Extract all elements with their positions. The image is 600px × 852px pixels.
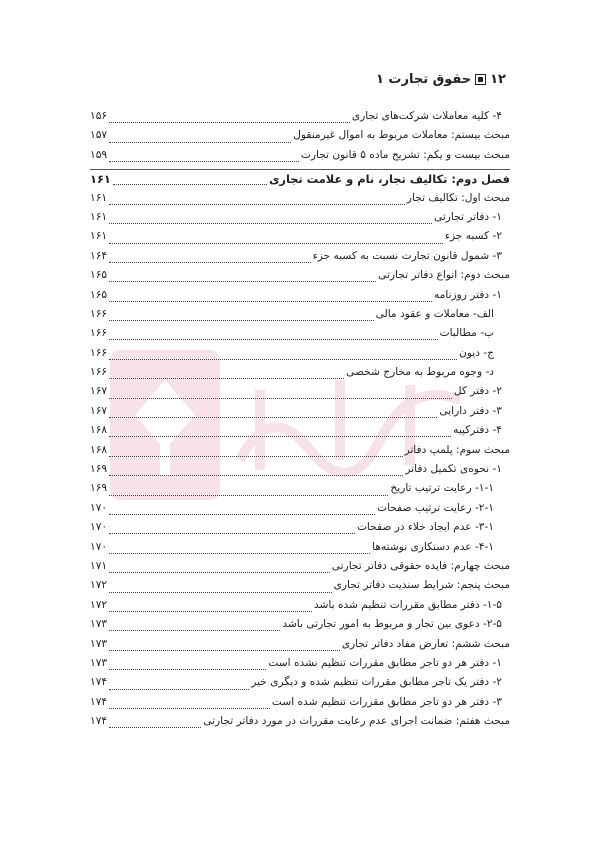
toc-page-number: ۱۷۰ (90, 521, 108, 534)
toc-entry-title: مبحث چهارم: فایده حقوقی دفاتر تجارتی (331, 559, 510, 572)
toc-entry-title: ۲- دفتر کل (453, 385, 502, 398)
square-bullet-icon (475, 74, 486, 85)
toc-entry-title: مبحث اول: تکالیف تجار (406, 191, 510, 204)
toc-page-number: ۱۶۱ (90, 230, 108, 243)
toc-page-number: ۱۷۳ (90, 656, 108, 669)
toc-page-number: ۱۷۴ (90, 676, 108, 689)
toc-entry-title: ۴-۱- عدم دستکاری نوشته‌ها (372, 540, 494, 553)
toc-entry-title: ۳- دفتر هر دو تاجر مطابق مقررات تنظیم شده است (271, 695, 502, 708)
toc-row[interactable] (90, 715, 510, 734)
toc-entry-title: فصل دوم: تکالیف تجار، نام و علامت تجاری (268, 172, 510, 187)
dot-leader (109, 495, 388, 496)
toc-page-number: ۱۵۶ (90, 110, 108, 122)
dot-leader (109, 339, 438, 340)
toc-row[interactable] (90, 347, 510, 366)
toc-row[interactable] (90, 129, 510, 148)
toc-row[interactable] (90, 149, 510, 168)
toc-entry-title: ج- دیون (459, 346, 494, 359)
toc-row[interactable] (90, 502, 510, 521)
dot-leader (109, 398, 452, 399)
dot-leader (109, 650, 340, 651)
toc-entry-title: ۴- کلیه معاملات شرکت‌های تجاری (351, 110, 502, 122)
toc-page-number: ۱۷۳ (90, 618, 108, 631)
dot-leader (109, 243, 443, 244)
dot-leader (109, 592, 331, 593)
toc-row[interactable] (90, 482, 510, 501)
toc-row[interactable] (90, 211, 510, 230)
toc-row[interactable] (90, 521, 510, 540)
chapter-separator (90, 169, 510, 170)
toc-row[interactable] (90, 618, 510, 637)
toc-entry-title: ۲- کسبه جزء (444, 230, 502, 243)
toc-row[interactable] (90, 444, 510, 463)
toc-row[interactable] (90, 405, 510, 424)
toc-entry-title: ب- مطالبات (439, 327, 494, 340)
toc-entry-title: ۱- دفتر هر دو تاجر مطابق مقررات تنظیم نشده است (268, 656, 502, 669)
dot-leader (109, 630, 280, 631)
toc-row[interactable] (90, 676, 510, 695)
toc-entry-title: مبحث دوم: انواع دفاتر تجارتی (378, 269, 510, 282)
toc-entry-title: مبحث پنجم: شرایط سندیت دفاتر تجاری (333, 579, 510, 592)
toc-row[interactable] (90, 638, 510, 657)
toc-page-number: ۱۷۰ (90, 540, 108, 553)
toc-row[interactable] (90, 250, 510, 269)
dot-leader (109, 320, 374, 321)
toc-page-number: ۱۷۴ (90, 715, 108, 728)
toc-chapter-row[interactable] (90, 172, 510, 191)
toc-row[interactable] (90, 269, 510, 288)
dot-leader (109, 475, 403, 476)
toc-entry-title: مبحث هفتم: ضمانت اجرای عدم رعایت مقررات در مورد دفاتر تجارتی (203, 715, 510, 728)
toc-entry-title: ۱- دفتر روزنامه (434, 288, 502, 301)
toc-entry-title: مبحث بیستم: معاملات مربوط به اموال غیرمنقول (293, 129, 510, 142)
dot-leader (109, 223, 432, 224)
toc-page-number: ۱۶۶ (90, 346, 108, 359)
toc-entry-title: د- وجوه مربوط به مخارج شخصی (346, 366, 494, 379)
toc-row[interactable] (90, 560, 510, 579)
dot-leader (109, 359, 457, 360)
toc-page-number: ۱۵۷ (90, 129, 108, 142)
table-of-contents (90, 110, 510, 735)
dot-leader (109, 161, 299, 162)
toc-entry-title: ۳- دفتر دارایی (439, 404, 502, 417)
toc-page-number: ۱۶۸ (90, 424, 108, 437)
book-title: حقوق تجارت ۱ (375, 72, 472, 87)
toc-row[interactable] (90, 192, 510, 211)
toc-page-number: ۱۷۳ (90, 637, 108, 650)
toc-page-number: ۱۷۲ (90, 598, 108, 611)
dot-leader (109, 281, 376, 282)
dot-leader (109, 378, 344, 379)
toc-page-number: ۱۶۹ (90, 463, 108, 476)
toc-row[interactable] (90, 366, 510, 385)
toc-entry-title: مبحث سوم: پلمپ دفاتر (404, 443, 510, 456)
dot-leader (113, 184, 267, 185)
dot-leader (109, 436, 451, 437)
toc-entry-title: ۳-۱- عدم ایجاد خلاء در صفحات (356, 521, 494, 534)
dot-leader (109, 417, 437, 418)
toc-page-number: ۱۶۵ (90, 288, 108, 301)
dot-leader (109, 727, 201, 728)
toc-entry-title: ۱-۱- رعایت ترتیب تاریخ (390, 482, 494, 495)
toc-page-number: ۱۶۱ (90, 172, 111, 187)
toc-page-number: ۱۶۴ (90, 249, 108, 262)
toc-page-number: ۱۶۶ (90, 307, 108, 320)
toc-page-number: ۱۶۸ (90, 443, 108, 456)
toc-row[interactable] (90, 541, 510, 560)
dot-leader (109, 669, 266, 670)
toc-entry-title: مبحث بیست و یکم: تشریح ماده ۵ قانون تجارت (300, 148, 510, 161)
toc-page-number: ۱۷۱ (90, 559, 108, 572)
toc-entry-title: ۱-۵- دفتر مطابق مقررات تنظیم شده باشد (313, 598, 502, 611)
toc-page-number: ۱۶۱ (90, 210, 108, 223)
toc-row[interactable] (90, 599, 510, 618)
toc-page-number: ۱۷۴ (90, 695, 108, 708)
page-header (376, 72, 506, 87)
toc-row[interactable] (90, 308, 510, 327)
dot-leader (109, 708, 270, 709)
toc-page-number: ۱۶۶ (90, 327, 108, 340)
toc-row[interactable] (90, 230, 510, 249)
toc-page-number: ۱۶۷ (90, 404, 108, 417)
toc-page-number: ۱۶۱ (90, 191, 108, 204)
toc-row[interactable] (90, 110, 510, 129)
toc-page-number: ۱۶۵ (90, 269, 108, 282)
toc-page-number: ۱۷۰ (90, 501, 108, 514)
toc-row[interactable] (90, 657, 510, 676)
dot-leader (109, 122, 350, 123)
page-number: ۱۲ (490, 72, 506, 87)
toc-page-number: ۱۷۲ (90, 579, 108, 592)
toc-page-number: ۱۵۹ (90, 148, 108, 161)
toc-entry-title: ۱- دفاتر تجارتی (434, 210, 502, 223)
toc-row[interactable] (90, 385, 510, 404)
toc-page-number: ۱۶۹ (90, 482, 108, 495)
dot-leader (109, 553, 370, 554)
dot-leader (109, 301, 432, 302)
dot-leader (109, 204, 405, 205)
dot-leader (109, 611, 312, 612)
toc-entry-title: ۲- دفتر یک تاجر مطابق مقررات تنظیم شده و دیگری خیر (251, 676, 502, 689)
toc-page-number: ۱۶۷ (90, 385, 108, 398)
toc-entry-title: الف- معاملات و عقود مالی (375, 307, 494, 320)
toc-entry-title: ۲-۱- رعایت ترتیب صفحات (377, 501, 494, 514)
toc-row[interactable] (90, 327, 510, 346)
dot-leader (109, 689, 249, 690)
toc-row[interactable] (90, 579, 510, 598)
toc-entry-title: ۲-۵- دعوی بین تجار و مربوط به امور تجارتی باشد (282, 618, 502, 631)
dot-leader (109, 533, 355, 534)
toc-page-number: ۱۶۶ (90, 366, 108, 379)
toc-row[interactable] (90, 696, 510, 715)
toc-entry-title: ۴- دفترکپیه (453, 424, 502, 437)
dot-leader (109, 514, 375, 515)
dot-leader (109, 142, 291, 143)
dot-leader (109, 262, 311, 263)
toc-row[interactable] (90, 424, 510, 443)
toc-entry-title: ۱- نحوه‌ی تکمیل دفاتر (405, 463, 502, 476)
dot-leader (109, 456, 402, 457)
toc-entry-title: مبحث ششم: تعارض مفاد دفاتر تجاری (341, 637, 510, 650)
toc-row[interactable] (90, 463, 510, 482)
toc-row[interactable] (90, 289, 510, 308)
toc-entry-title: ۳- شمول قانون تجارت نسبت به کسبه جزء (312, 249, 502, 262)
dot-leader (109, 572, 330, 573)
